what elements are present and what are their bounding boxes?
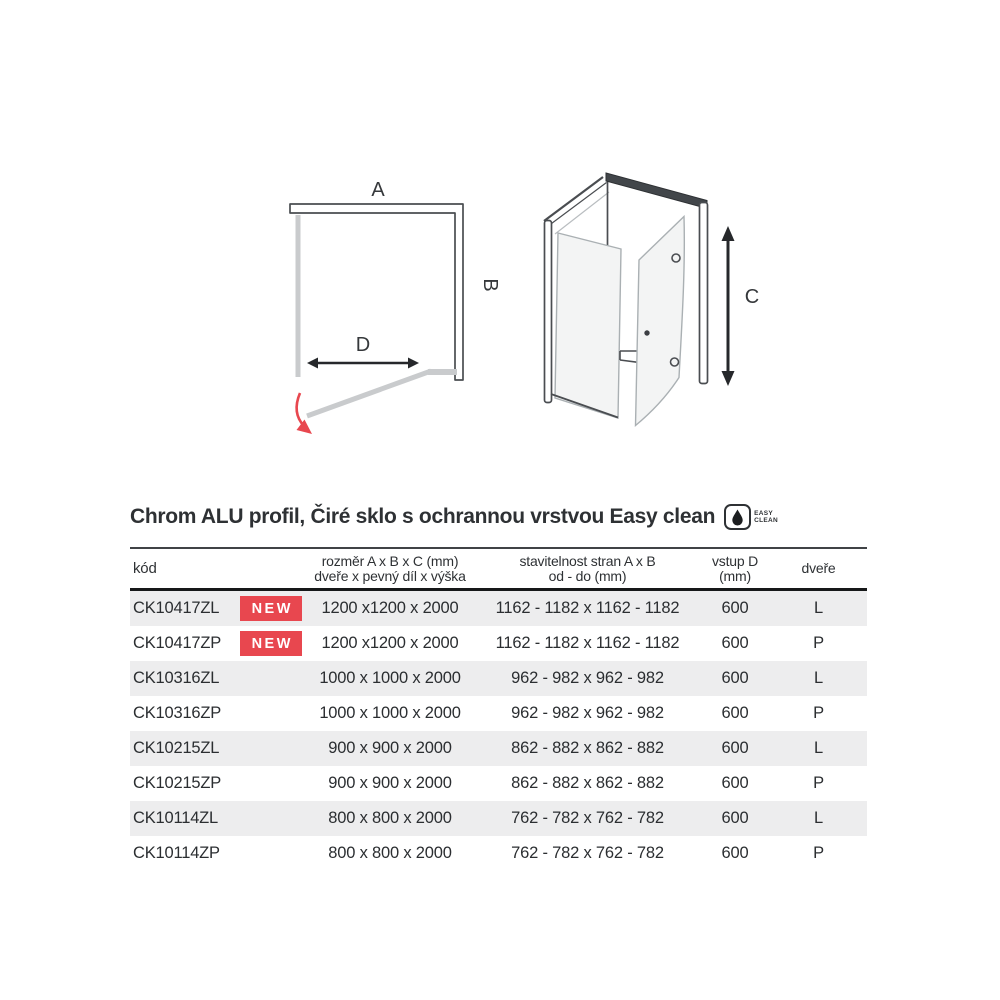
door-side-cell: L	[814, 599, 823, 617]
perspective-view-diagram	[530, 160, 775, 450]
entry-width-cell: 600	[721, 599, 749, 617]
label-c: C	[744, 286, 760, 308]
door-side-cell: L	[814, 739, 823, 757]
wall-post-left	[545, 221, 552, 403]
door-handle	[644, 330, 649, 335]
new-badge: NEW	[240, 631, 302, 656]
product-code: CK10114ZL	[133, 809, 219, 827]
easy-clean-label: EASY CLEAN	[754, 510, 779, 524]
adjustability-cell: 762 - 782 x 762 - 782	[511, 809, 664, 827]
adjustability-cell: 862 - 882 x 862 - 882	[511, 774, 664, 792]
droplet-icon	[724, 504, 751, 530]
glass-top-edge	[555, 192, 609, 234]
entry-width-cell: 600	[721, 634, 749, 652]
door-side-cell: P	[813, 704, 824, 722]
table-row	[130, 591, 867, 626]
dimensions-cell: 1200 x1200 x 2000	[321, 599, 459, 617]
door-hinge-bottom	[671, 358, 679, 366]
door-side-cell: L	[814, 669, 823, 687]
column-header-stavitelnost: stavitelnost stran A x B od - do (mm)	[519, 552, 656, 584]
column-header-kod: kód	[133, 560, 157, 577]
product-code: CK10215ZP	[133, 774, 222, 792]
door-hinge-top	[672, 254, 680, 262]
column-header-vstup: vstup D (mm)	[711, 552, 759, 584]
product-code: CK10316ZL	[133, 669, 220, 687]
table-row	[130, 696, 867, 731]
door-side-cell: L	[814, 809, 823, 827]
easy-clean-badge	[724, 504, 778, 530]
column-header-rozmer: rozměr A x B x C (mm) dveře x pevný díl x výška	[314, 552, 466, 584]
dimensions-cell: 900 x 900 x 2000	[328, 774, 452, 792]
top-rail-left-inner	[548, 183, 607, 227]
top-rail-right	[606, 173, 707, 209]
entry-width-cell: 600	[721, 809, 749, 827]
fixed-glass-panel	[555, 233, 621, 418]
product-spec-table	[130, 547, 867, 871]
label-a: A	[371, 179, 385, 201]
new-badge: NEW	[240, 596, 302, 621]
entry-width-cell: 600	[721, 774, 749, 792]
entry-width-cell: 600	[721, 739, 749, 757]
table-header-row	[130, 547, 867, 591]
adjustability-cell: 962 - 982 x 962 - 982	[511, 704, 664, 722]
table-row	[130, 801, 867, 836]
door-side-cell: P	[813, 844, 824, 862]
dimension-arrow-c	[722, 226, 735, 386]
label-b: B	[479, 278, 501, 292]
wall-post-right	[700, 203, 708, 384]
table-row	[130, 731, 867, 766]
product-code: CK10114ZP	[133, 844, 220, 862]
table-row	[130, 626, 867, 661]
product-code: CK10417ZP	[133, 634, 222, 652]
table-row	[130, 766, 867, 801]
dimensions-cell: 1200 x1200 x 2000	[321, 634, 459, 652]
entry-width-cell: 600	[721, 669, 749, 687]
entry-width-cell: 600	[721, 844, 749, 862]
column-header-dvere: dveře	[801, 560, 836, 576]
entry-width-cell: 600	[721, 704, 749, 722]
label-d: D	[355, 334, 371, 356]
section-header	[130, 504, 870, 530]
door-pivot-segment	[428, 369, 457, 375]
dimensions-cell: 800 x 800 x 2000	[328, 809, 452, 827]
door-side-cell: P	[813, 774, 824, 792]
adjustability-cell: 1162 - 1182 x 1162 - 1182	[495, 634, 680, 652]
door-side-cell: P	[813, 634, 824, 652]
dimensions-cell: 900 x 900 x 2000	[328, 739, 452, 757]
table-row	[130, 661, 867, 696]
open-door-line	[307, 371, 431, 416]
product-code: CK10417ZL	[133, 599, 220, 617]
plan-view-diagram	[270, 160, 510, 450]
adjustability-cell: 762 - 782 x 762 - 782	[511, 844, 664, 862]
product-code: CK10215ZL	[133, 739, 220, 757]
dimensions-cell: 1000 x 1000 x 2000	[319, 669, 461, 687]
top-rail-left	[544, 177, 603, 221]
dimensions-cell: 1000 x 1000 x 2000	[319, 704, 461, 722]
dimension-arrow-d	[307, 358, 419, 369]
page-title: Chrom ALU profil, Čiré sklo s ochrannou vrstvou Easy clean	[130, 505, 716, 528]
table-row	[130, 836, 867, 871]
adjustability-cell: 862 - 882 x 862 - 882	[511, 739, 664, 757]
adjustability-cell: 962 - 982 x 962 - 982	[511, 669, 664, 687]
product-code: CK10316ZP	[133, 704, 222, 722]
door-glass-panel	[636, 217, 685, 426]
adjustability-cell: 1162 - 1182 x 1162 - 1182	[495, 599, 680, 617]
dimensions-cell: 800 x 800 x 2000	[328, 844, 452, 862]
wall-profile	[290, 204, 463, 380]
